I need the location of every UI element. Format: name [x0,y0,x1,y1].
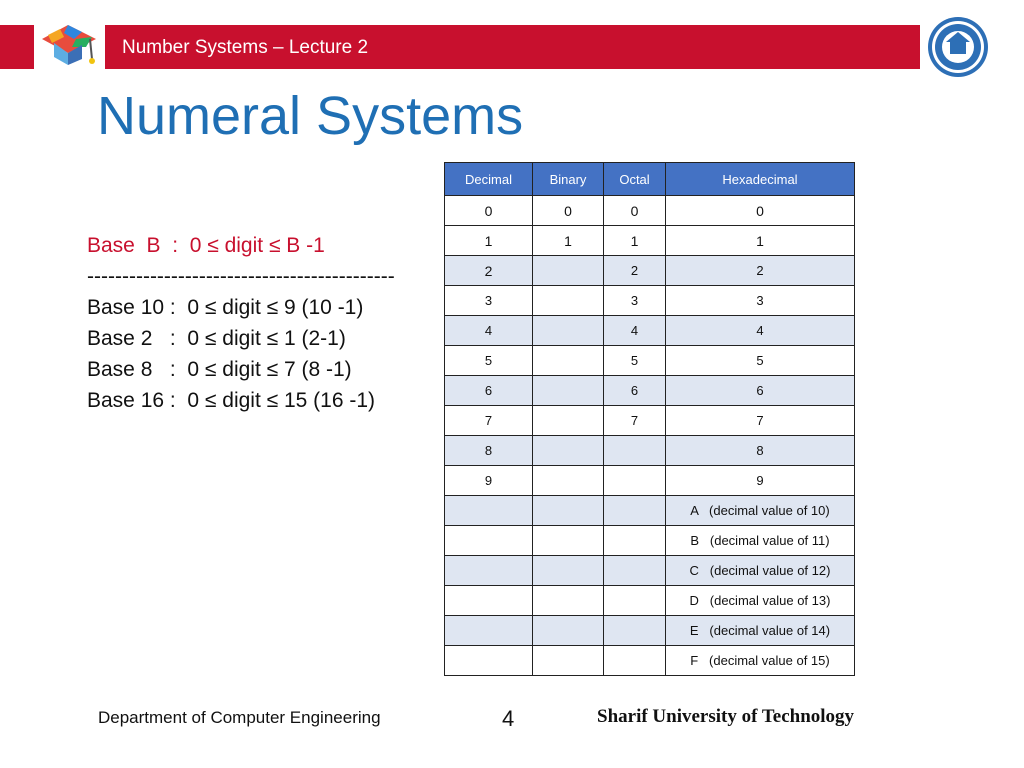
cell-hex: 0 [666,196,855,226]
table-row [445,256,855,286]
table-row [445,286,855,316]
cell-binary [533,316,604,346]
cell-binary [533,256,604,286]
cell-binary [533,436,604,466]
table-row [445,376,855,406]
university-seal-icon [920,12,1024,82]
rule-base-16: Base 16 : 0 ≤ digit ≤ 15 (16 -1) [87,389,376,412]
cell-decimal: 7 [445,406,533,436]
cell-binary [533,346,604,376]
cell-hex: 8 [666,436,855,466]
cell-octal [604,556,666,586]
footer-department: Department of Computer Engineering [98,708,381,727]
cell-hex: 9 [666,466,855,496]
cell-octal [604,526,666,556]
cell-decimal: 9 [445,466,533,496]
cell-octal: 2 [604,256,666,286]
cell-octal [604,496,666,526]
cell-binary [533,466,604,496]
cell-octal: 3 [604,286,666,316]
cell-octal: 1 [604,226,666,256]
cell-binary [533,586,604,616]
cell-hex: 4 [666,316,855,346]
cell-decimal: 1 [445,226,533,256]
header-hexadecimal: Hexadecimal [666,163,855,196]
cell-hex: 2 [666,256,855,286]
cell-binary [533,646,604,676]
cell-binary [533,526,604,556]
separator-line: -------------------------------------------- [87,265,395,288]
table-row [445,346,855,376]
cell-octal: 7 [604,406,666,436]
cell-hex: 3 [666,286,855,316]
cell-hex: 5 [666,346,855,376]
header-title: Number Systems – Lecture 2 [122,37,369,58]
cell-hex: 6 [666,376,855,406]
cell-hex: E (decimal value of 14) [666,616,855,646]
cell-decimal: 0 [445,196,533,226]
cell-octal [604,646,666,676]
table-row [445,316,855,346]
cell-hex: 7 [666,406,855,436]
cell-hex: F (decimal value of 15) [666,646,855,676]
university-seal [920,12,1024,82]
cell-decimal: 4 [445,316,533,346]
table-row [445,646,855,676]
cell-octal: 5 [604,346,666,376]
table-row [445,526,855,556]
cell-binary [533,556,604,586]
table-header-row [445,163,855,196]
general-rule: Base B : 0 ≤ digit ≤ B -1 [87,234,325,257]
cell-decimal: 6 [445,376,533,406]
base-rules [87,230,395,416]
cell-binary [533,616,604,646]
cell-octal: 6 [604,376,666,406]
cell-decimal [445,556,533,586]
table-row [445,466,855,496]
table-row [445,196,855,226]
cell-decimal: 3 [445,286,533,316]
cell-decimal [445,646,533,676]
rule-base-2: Base 2 : 0 ≤ digit ≤ 1 (2-1) [87,327,346,350]
table-row [445,406,855,436]
cell-octal: 4 [604,316,666,346]
cell-decimal [445,526,533,556]
rule-base-8: Base 8 : 0 ≤ digit ≤ 7 (8 -1) [87,358,352,381]
cell-hex: A (decimal value of 10) [666,496,855,526]
table-row [445,436,855,466]
footer-university: Sharif University of Technology [597,706,855,727]
page-number: 4 [502,706,515,731]
cell-hex: B (decimal value of 11) [666,526,855,556]
cell-octal [604,436,666,466]
cell-binary: 0 [533,196,604,226]
table-row [445,226,855,256]
cell-binary [533,376,604,406]
slide-title: Numeral Systems [97,86,524,146]
cell-decimal: 2 [445,256,533,286]
header-octal: Octal [604,163,666,196]
header-binary: Binary [533,163,604,196]
cell-decimal: 8 [445,436,533,466]
cell-hex: D (decimal value of 13) [666,586,855,616]
header-decimal: Decimal [445,163,533,196]
table-row [445,556,855,586]
numeral-table [444,162,855,676]
cell-decimal [445,496,533,526]
cell-octal: 0 [604,196,666,226]
table-row [445,496,855,526]
cell-decimal [445,586,533,616]
cell-octal [604,616,666,646]
cell-binary [533,286,604,316]
table-row [445,586,855,616]
rule-base-10: Base 10 : 0 ≤ digit ≤ 9 (10 -1) [87,296,364,319]
cell-octal [604,466,666,496]
cell-hex: 1 [666,226,855,256]
cell-octal [604,586,666,616]
cell-binary [533,406,604,436]
course-logo [34,17,105,72]
cell-decimal: 5 [445,346,533,376]
graduation-cap-logo-icon [34,17,105,72]
table-row [445,616,855,646]
cell-decimal [445,616,533,646]
cell-hex: C (decimal value of 12) [666,556,855,586]
cell-binary: 1 [533,226,604,256]
cell-binary [533,496,604,526]
